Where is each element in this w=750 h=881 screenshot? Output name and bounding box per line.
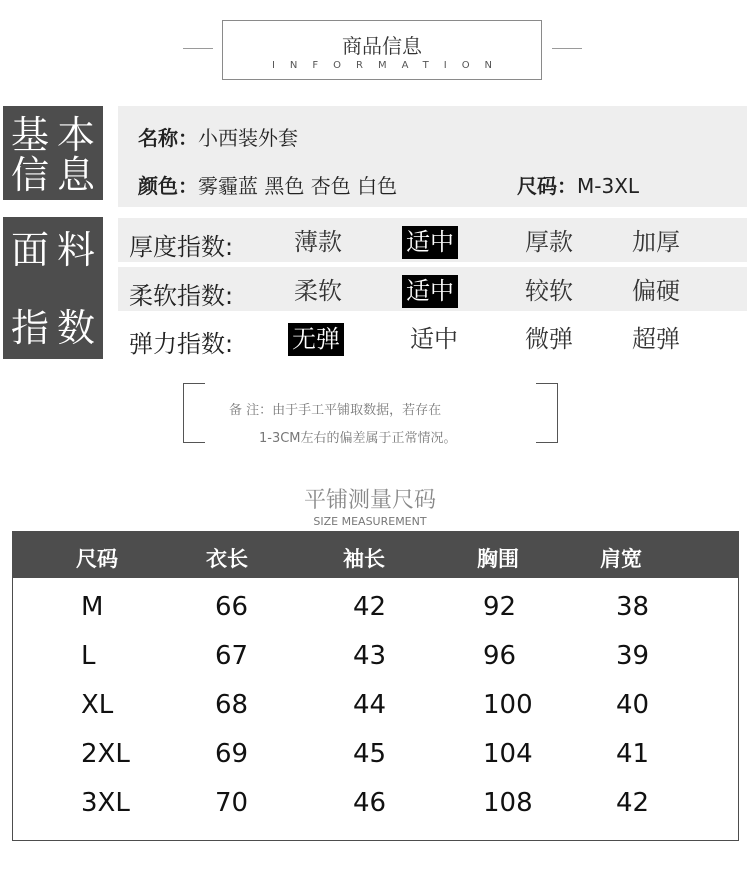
product-sizes [517,170,639,199]
name-label: 名称： [138,126,198,150]
note-line-2: 1-3CM左右的偏差属于正常情况。 [259,431,457,446]
elasticity-row [118,315,747,359]
header-shoulder: 肩宽 [600,547,642,571]
header-sleeve: 袖长 [343,547,385,571]
elasticity-option-slight: 微弹 [525,325,573,353]
softness-row [118,267,747,311]
table-cell: 38 [616,592,650,622]
size-section-title: 平铺测量尺码 [303,488,436,513]
color-value: 雾霾蓝 黑色 杏色 白色 [198,174,398,198]
size-value: M-3XL [577,174,640,198]
table-cell: 3XL [81,788,130,818]
page-subtitle: INFORMATION [271,60,508,71]
header-divider-right [552,48,582,49]
size-label: 尺码： [517,174,577,198]
page-title: 商品信息 [342,34,422,58]
header-chest: 胸围 [477,547,519,571]
table-cell: 42 [616,788,650,818]
note-bracket-right [536,383,558,443]
size-section-subtitle: SIZE MEASUREMENT [313,515,427,528]
product-colors [138,170,397,199]
table-cell: 68 [215,690,249,720]
table-cell: 100 [483,690,533,720]
table-cell: 67 [215,641,249,671]
header-box [222,20,542,80]
note-box [183,383,558,446]
basic-info-label: 基 本 信 息 [3,106,103,200]
thickness-option-thick: 厚款 [525,228,573,256]
softness-option-stiff: 偏硬 [632,277,680,305]
softness-option-medium: 适中 [402,275,458,308]
table-cell: 66 [215,592,249,622]
table-cell: 43 [353,641,387,671]
note-line-1: 备 注：由于手工平铺取数据，若存在 [229,403,442,418]
elasticity-option-super: 超弹 [632,325,680,353]
elasticity-option-none: 无弹 [288,323,344,356]
table-cell: 108 [483,788,533,818]
thickness-option-extra-thick: 加厚 [632,228,680,256]
elasticity-label: 弹力指数: [129,330,234,358]
softness-label: 柔软指数: [129,282,234,310]
thickness-option-thin: 薄款 [294,228,342,256]
table-cell: 92 [483,592,517,622]
table-cell: 45 [353,739,387,769]
table-cell: 46 [353,788,387,818]
table-cell: 42 [353,592,387,622]
thickness-row [118,218,747,262]
size-table-header [13,532,738,578]
header-size: 尺码 [76,547,118,571]
elasticity-option-medium: 适中 [410,325,458,353]
table-cell: M [81,592,104,622]
table-cell: 44 [353,690,387,720]
thickness-option-medium: 适中 [402,226,458,259]
table-cell: XL [81,690,114,720]
softness-option-soft: 柔软 [294,277,342,305]
table-cell: 39 [616,641,650,671]
softness-option-fairly-soft: 较软 [525,277,573,305]
table-cell: 70 [215,788,249,818]
product-name [138,122,298,151]
table-cell: 41 [616,739,650,769]
table-cell: 104 [483,739,533,769]
header-divider-left [183,48,213,49]
color-label: 颜色： [138,174,198,198]
header-length: 衣长 [206,547,248,571]
table-cell: 2XL [81,739,130,769]
fabric-index-label: 面 料 指 数 [3,217,103,359]
table-cell: 40 [616,690,650,720]
table-cell: 69 [215,739,249,769]
note-bracket-left [183,383,205,443]
table-cell: 96 [483,641,517,671]
thickness-label: 厚度指数: [129,233,234,261]
table-cell: L [81,641,96,671]
name-value: 小西装外套 [198,126,298,150]
size-table [12,531,739,841]
